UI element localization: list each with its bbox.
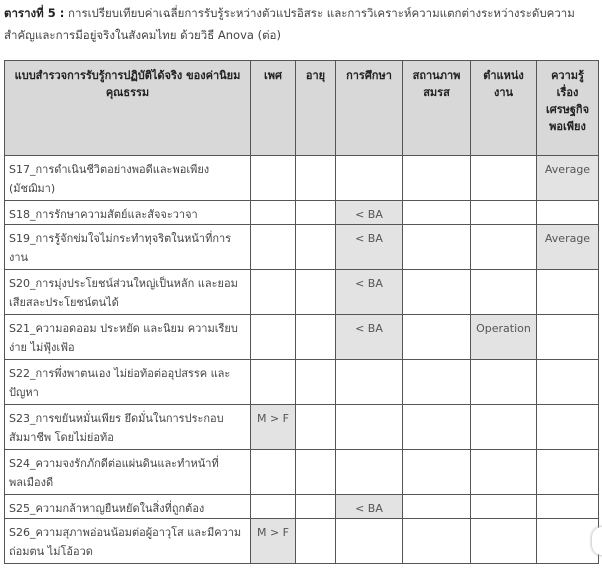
cell-knowledge: Average [537, 225, 599, 270]
cell-age [296, 156, 336, 201]
cell-position [471, 450, 537, 495]
cell-marital [403, 201, 471, 225]
cell-knowledge [537, 201, 599, 225]
cell-position [471, 156, 537, 201]
scroll-handle[interactable] [592, 527, 602, 555]
caption-text: การเปรียบเทียบค่าเฉลี่ยการรับรู้ระหว่างตัวแปรอิสระ และการวิเคราะห์ความแตกต่างระหว่างระดับความสำคัญและการมีอยู่จริงในสังคมไทย ด้วยวิธี Anova (ต่อ) [4, 6, 575, 42]
cell-position [471, 519, 537, 564]
cell-age [296, 270, 336, 315]
cell-age [296, 519, 336, 564]
cell-position [471, 201, 537, 225]
row-label: S19_การรู้จักข่มใจไม่กระทำทุจริตในหน้าที่การงาน [5, 225, 251, 270]
table-row [5, 270, 599, 315]
cell-position [471, 495, 537, 519]
header-survey: แบบสำรวจการรับรู้การปฏิบัติได้จริง ของค่านิยมคุณธรรม [5, 61, 251, 156]
cell-education [336, 519, 403, 564]
cell-marital [403, 156, 471, 201]
cell-marital [403, 405, 471, 450]
cell-marital [403, 270, 471, 315]
cell-education [336, 360, 403, 405]
row-label: S25_ความกล้าหาญยืนหยัดในสิ่งที่ถูกต้อง [5, 495, 251, 519]
row-label: S18_การรักษาความสัตย์และสัจจะวาจา [5, 201, 251, 225]
cell-age [296, 315, 336, 360]
header-education: การศึกษา [336, 61, 403, 156]
header-position: ตำแหน่ง งาน [471, 61, 537, 156]
cell-knowledge [537, 405, 599, 450]
cell-marital [403, 360, 471, 405]
cell-sex: M > F [251, 519, 296, 564]
cell-education: < BA [336, 270, 403, 315]
row-label: S21_ความอดออม ประหยัด และนิยม ความเรียบง่าย ไม่ฟุ้งเฟ้อ [5, 315, 251, 360]
table-row [5, 495, 599, 519]
cell-marital [403, 315, 471, 360]
cell-position [471, 270, 537, 315]
table-caption [4, 2, 598, 46]
row-label: S22_การพึ่งพาตนเอง ไม่ย่อท้อต่ออุปสรรค และปัญหา [5, 360, 251, 405]
cell-sex [251, 156, 296, 201]
cell-age [296, 405, 336, 450]
cell-position: Operation [471, 315, 537, 360]
cell-knowledge [537, 360, 599, 405]
cell-sex [251, 360, 296, 405]
row-label: S26_ความสุภาพอ่อนน้อมต่อผู้อาวุโส และมีความถ่อมตน ไม่โอ้อวด [5, 519, 251, 564]
table-row [5, 360, 599, 405]
table-row [5, 156, 599, 201]
cell-knowledge [537, 315, 599, 360]
header-knowledge: ความรู้ เรื่อง เศรษฐกิจ พอเพียง [537, 61, 599, 156]
table-row [5, 450, 599, 495]
cell-marital [403, 225, 471, 270]
header-row [5, 61, 599, 156]
anova-table [4, 60, 599, 564]
cell-age [296, 201, 336, 225]
cell-position [471, 405, 537, 450]
header-age: อายุ [296, 61, 336, 156]
row-label: S23_การขยันหมั่นเพียร ยึดมั่นในการประกอบ สัมมาชีพ โดยไม่ย่อท้อ [5, 405, 251, 450]
cell-education: < BA [336, 201, 403, 225]
table-row [5, 405, 599, 450]
cell-age [296, 360, 336, 405]
row-label: S20_การมุ่งประโยชน์ส่วนใหญ่เป็นหลัก และยอมเสียสละประโยชน์ตนได้ [5, 270, 251, 315]
row-label: S17_การดำเนินชีวิตอย่างพอดีและพอเพียง (มัชฌิมา) [5, 156, 251, 201]
cell-knowledge [537, 450, 599, 495]
cell-sex [251, 495, 296, 519]
cell-education: < BA [336, 315, 403, 360]
cell-sex [251, 201, 296, 225]
cell-sex [251, 270, 296, 315]
cell-sex [251, 315, 296, 360]
cell-marital [403, 450, 471, 495]
cell-position [471, 360, 537, 405]
cell-education [336, 450, 403, 495]
table-row [5, 315, 599, 360]
cell-knowledge [537, 495, 599, 519]
cell-education [336, 405, 403, 450]
cell-knowledge [537, 519, 599, 564]
cell-position [471, 225, 537, 270]
cell-marital [403, 519, 471, 564]
cell-knowledge: Average [537, 156, 599, 201]
cell-education [336, 156, 403, 201]
cell-age [296, 225, 336, 270]
cell-education: < BA [336, 495, 403, 519]
caption-label: ตารางที่ 5 : [4, 6, 65, 20]
header-sex: เพศ [251, 61, 296, 156]
cell-age [296, 495, 336, 519]
table-row [5, 225, 599, 270]
table-row [5, 519, 599, 564]
header-marital: สถานภาพ สมรส [403, 61, 471, 156]
cell-age [296, 450, 336, 495]
cell-sex [251, 225, 296, 270]
cell-knowledge [537, 270, 599, 315]
cell-education: < BA [336, 225, 403, 270]
table-row [5, 201, 599, 225]
cell-marital [403, 495, 471, 519]
row-label: S24_ความจงรักภักดีต่อแผ่นดินและทำหน้าที่ พลเมืองดี [5, 450, 251, 495]
cell-sex [251, 450, 296, 495]
cell-sex: M > F [251, 405, 296, 450]
